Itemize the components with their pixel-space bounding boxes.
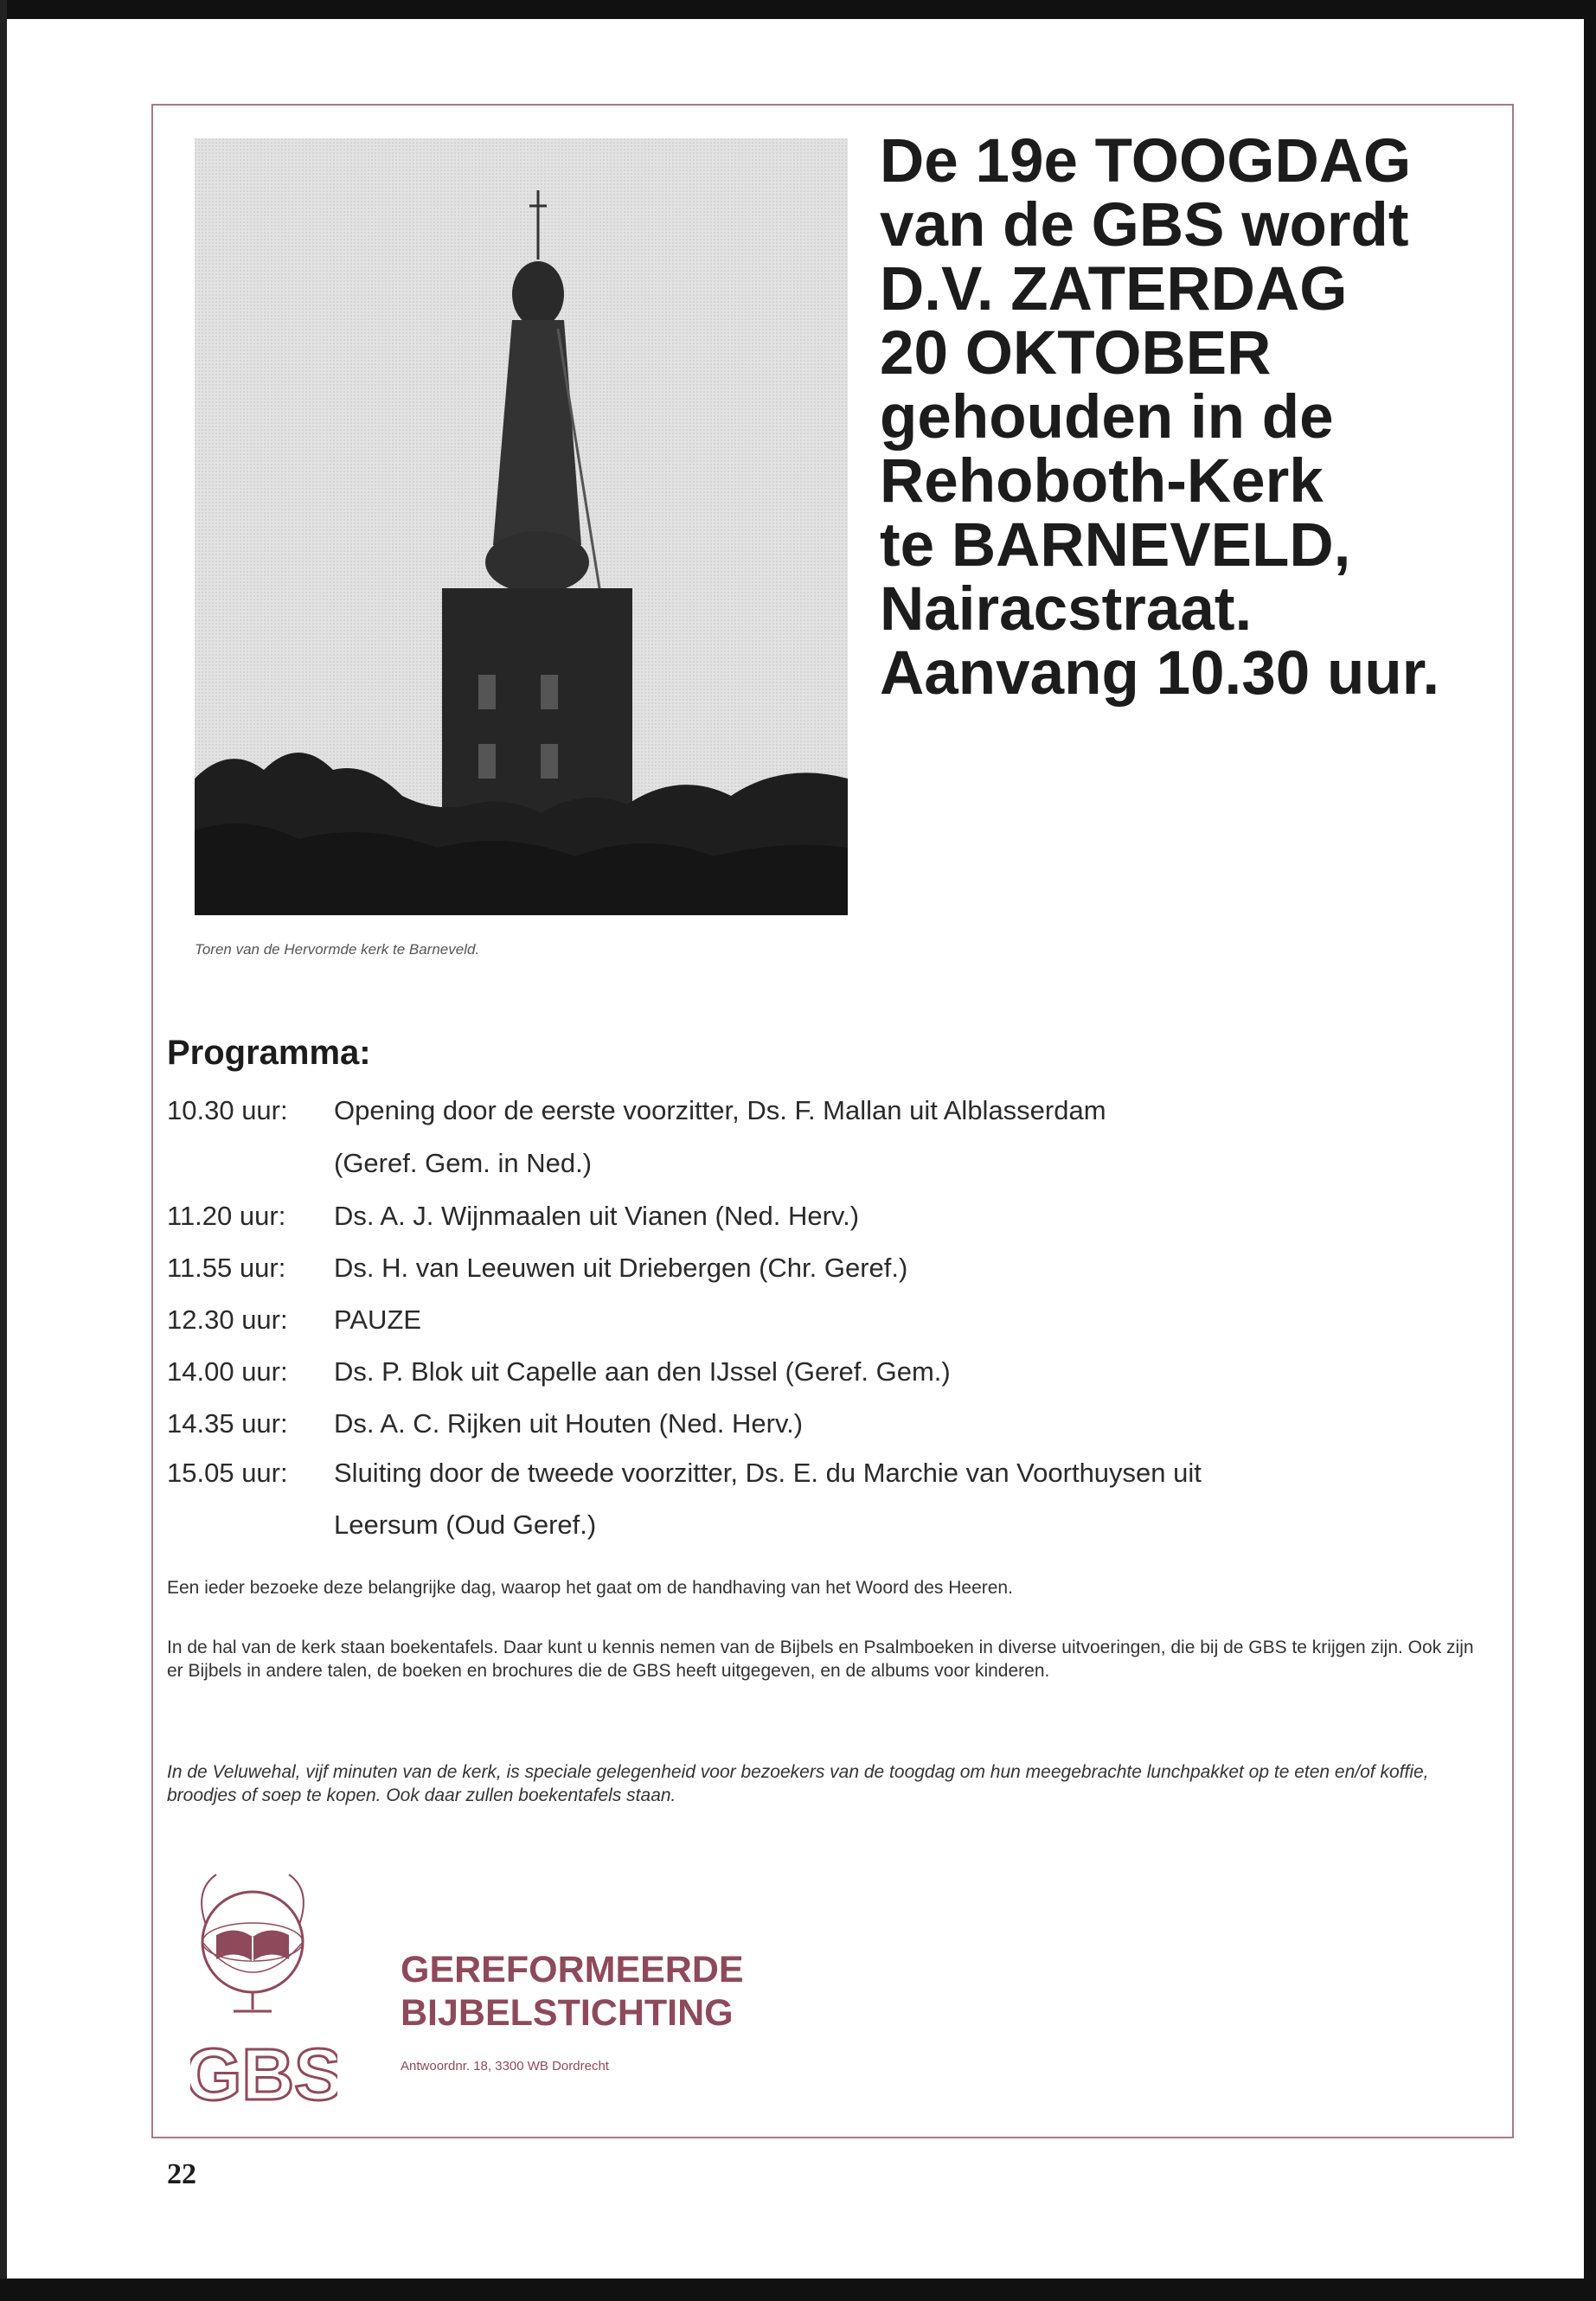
church-tower-photo [195,138,848,915]
headline-line: 20 OKTOBER [880,319,1272,388]
programma-continuation: (Geref. Gem. in Ned.) [334,1148,593,1178]
paragraph-booktables: In de hal van de kerk staan boekentafels. Daar kunt u kennis nemen van de Bijbels en Psalmboeken in diverse uitvoeringen, die bij de GBS te krijgen zijn. Ook zijn er Bijbels in andere talen, de boeken en brochures die de GBS heeft uitgegeven, en de albums voor kinderen. [167,1638,1474,1681]
paragraph-invitation: Een ieder bezoeke deze belangrijke dag, waarop het gaat om de handhaving van het Woord des Heeren. [167,1578,1013,1598]
programma-text: Sluiting door de tweede voorzitter, Ds. E. du Marchie van Voorthuysen uit [334,1458,1202,1488]
programma-text: Ds. A. C. Rijken uit Houten (Ned. Herv.) [334,1408,804,1439]
organization-name-line2: BIJBELSTICHTING [401,1992,734,2034]
headline-line: te BARNEVELD, [880,511,1351,580]
announcement-headline [880,127,1503,708]
programma-text: Ds. P. Blok uit Capelle aan den IJssel (Geref. Gem.) [334,1356,951,1387]
scan-border-top [0,0,1596,19]
scan-border-bottom [0,2279,1596,2301]
programma-continuation: Leersum (Oud Geref.) [334,1509,597,1540]
gbs-logo [190,1873,337,2111]
programma-text: Ds. H. van Leeuwen uit Driebergen (Chr. Geref.) [334,1253,908,1283]
organization-name [401,1948,744,2035]
programma-time: 11.55 uur: [167,1253,286,1283]
page-number: 22 [167,2158,196,2190]
organization-name-line1: GEREFORMEERDE [401,1949,744,1990]
programma-text: PAUZE [334,1304,422,1335]
programma-time: 14.00 uur: [167,1356,288,1387]
headline-line: Rehoboth-Kerk [880,447,1324,516]
programma-time: 11.20 uur: [167,1201,286,1231]
programma-item [167,1304,421,1336]
programma-time: 12.30 uur: [167,1304,288,1335]
headline-line: van de GBS wordt [880,191,1409,260]
scan-border-left [0,0,7,2301]
organization-address: Antwoordnr. 18, 3300 WB Dordrecht [401,2059,609,2073]
headline-line: Nairacstraat. [880,575,1253,644]
programma-item [167,1095,1106,1126]
programma-heading: Programma: [167,1034,371,1072]
programma-text: Opening door de eerste voorzitter, Ds. F. Mallan uit Alblasserdam [334,1095,1106,1125]
scan-border-right [1584,0,1596,2301]
headline-line: gehouden in de [880,383,1334,452]
logo-lettering: GBS [190,2034,337,2111]
programma-item [167,1408,803,1439]
paragraph-lunch: In de Veluwehal, vijf minuten van de kerk, is speciale gelegenheid voor bezoekers van de toogdag om hun meegebrachte lunchpakket op te eten en/of koffie, broodjes of soep te kopen. Ook daar zullen boekentafels staan. [167,1762,1429,1805]
programma-item [167,1201,859,1232]
programma-time: 10.30 uur: [167,1095,288,1125]
programma-time: 15.05 uur: [167,1458,288,1488]
headline-line: De 19e TOOGDAG [880,127,1412,195]
headline-line: D.V. ZATERDAG [880,255,1348,324]
programma-text: Ds. A. J. Wijnmaalen uit Vianen (Ned. Herv.) [334,1201,860,1231]
programma-time: 14.35 uur: [167,1408,288,1439]
programma-item [167,1356,951,1388]
headline-line: Aanvang 10.30 uur. [880,639,1440,708]
programma-item [167,1458,1202,1489]
photo-caption: Toren van de Hervormde kerk te Barneveld. [195,941,480,958]
programma-item [167,1253,907,1284]
